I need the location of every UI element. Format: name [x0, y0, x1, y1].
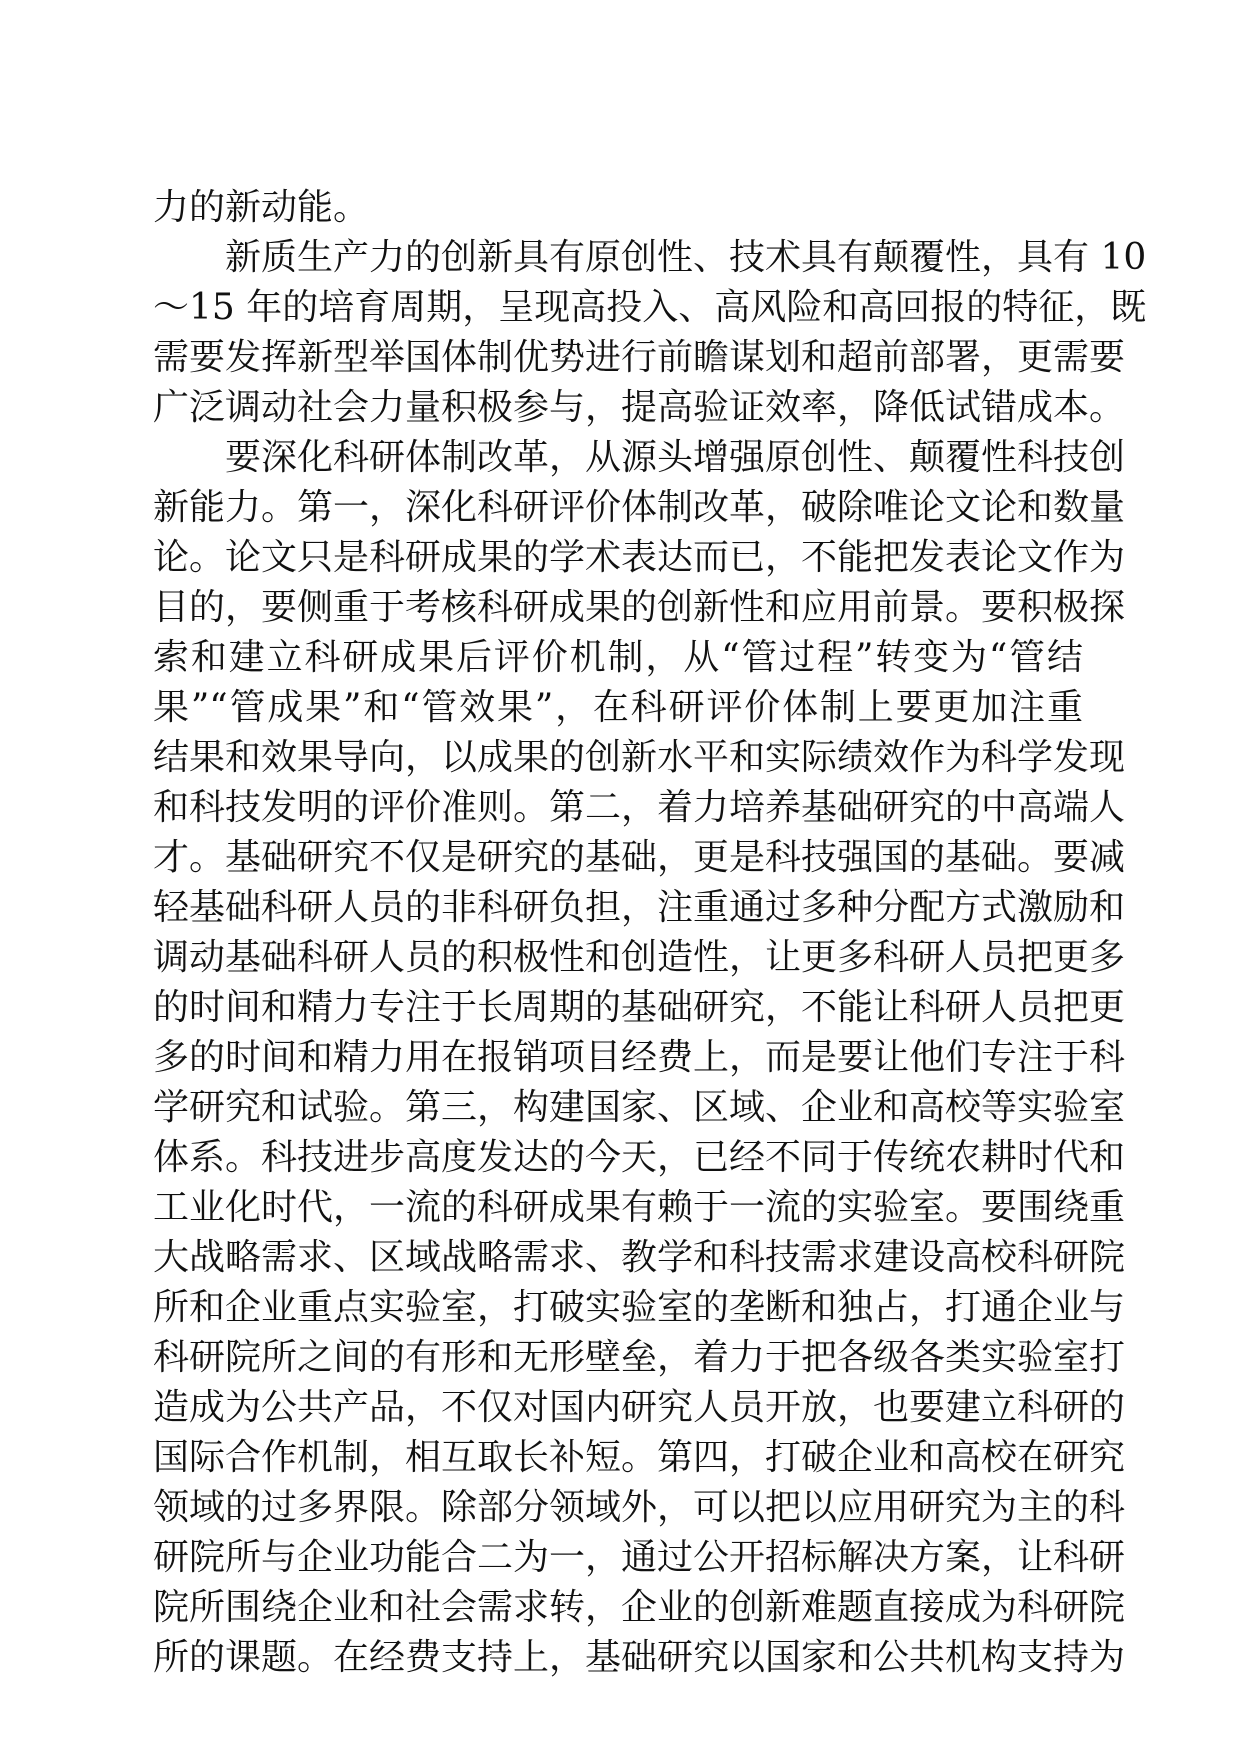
paragraph-3-line-11: 调动基础科研人员的积极性和创造性，让更多科研人员把更多	[153, 937, 1126, 978]
paragraph-3-line-8: 和科技发明的评价准则。第二，着力培养基础研究的中高端人	[153, 787, 1126, 828]
paragraph-3-line-5: 索和建立科研成果后评价机制，从“管过程”转变为“管结	[153, 637, 1083, 678]
paragraph-2-line-3: 需要发挥新型举国体制优势进行前瞻谋划和超前部署，更需要	[153, 337, 1126, 378]
paragraph-3-line-9: 才。基础研究不仅是研究的基础，更是科技强国的基础。要减	[153, 837, 1126, 878]
paragraph-3-line-21: 国际合作机制，相互取长补短。第四，打破企业和高校在研究	[153, 1437, 1126, 1478]
paragraph-2-line-1: 新质生产力的创新具有原创性、技术具有颠覆性，具有 10	[225, 237, 1147, 278]
paragraph-3-line-16: 工业化时代，一流的科研成果有赖于一流的实验室。要围绕重	[153, 1187, 1126, 1228]
paragraph-1-line-1: 力的新动能。	[153, 187, 370, 228]
paragraph-2-line-2: ～15 年的培育周期，呈现高投入、高风险和高回报的特征，既	[153, 287, 1147, 328]
paragraph-3-line-6: 果”“管成果”和“管效果”，在科研评价体制上要更加注重	[153, 687, 1083, 728]
paragraph-3-line-23: 研院所与企业功能合二为一，通过公开招标解决方案，让科研	[153, 1537, 1126, 1578]
paragraph-3-line-4: 目的，要侧重于考核科研成果的创新性和应用前景。要积极探	[153, 587, 1126, 628]
body-text	[153, 183, 1147, 1683]
paragraph-3-line-3: 论。论文只是科研成果的学术表达而已，不能把发表论文作为	[153, 537, 1126, 578]
paragraph-3-line-24: 院所围绕企业和社会需求转，企业的创新难题直接成为科研院	[153, 1587, 1126, 1628]
paragraph-3-line-20: 造成为公共产品，不仅对国内研究人员开放，也要建立科研的	[153, 1387, 1126, 1428]
paragraph-3-line-18: 所和企业重点实验室，打破实验室的垄断和独占，打通企业与	[153, 1287, 1126, 1328]
paragraph-3-line-2: 新能力。第一，深化科研评价体制改革，破除唯论文论和数量	[153, 487, 1126, 528]
paragraph-3-line-7: 结果和效果导向，以成果的创新水平和实际绩效作为科学发现	[153, 737, 1126, 778]
paragraph-3-line-19: 科研院所之间的有形和无形壁垒，着力于把各级各类实验室打	[153, 1337, 1126, 1378]
paragraph-3-line-17: 大战略需求、区域战略需求、教学和科技需求建设高校科研院	[153, 1237, 1126, 1278]
paragraph-3-line-15: 体系。科技进步高度发达的今天，已经不同于传统农耕时代和	[153, 1137, 1126, 1178]
paragraph-2-line-4: 广泛调动社会力量积极参与，提高验证效率，降低试错成本。	[153, 387, 1126, 428]
paragraph-3-line-14: 学研究和试验。第三，构建国家、区域、企业和高校等实验室	[153, 1087, 1126, 1128]
paragraph-3-line-13: 多的时间和精力用在报销项目经费上，而是要让他们专注于科	[153, 1037, 1126, 1078]
paragraph-3-line-1: 要深化科研体制改革，从源头增强原创性、颠覆性科技创	[225, 437, 1126, 478]
paragraph-3-line-10: 轻基础科研人员的非科研负担，注重通过多种分配方式激励和	[153, 887, 1126, 928]
paragraph-3-line-25: 所的课题。在经费支持上，基础研究以国家和公共机构支持为	[153, 1637, 1126, 1678]
paragraph-3-line-22: 领域的过多界限。除部分领域外，可以把以应用研究为主的科	[153, 1487, 1126, 1528]
paragraph-3-line-12: 的时间和精力专注于长周期的基础研究，不能让科研人员把更	[153, 987, 1126, 1028]
